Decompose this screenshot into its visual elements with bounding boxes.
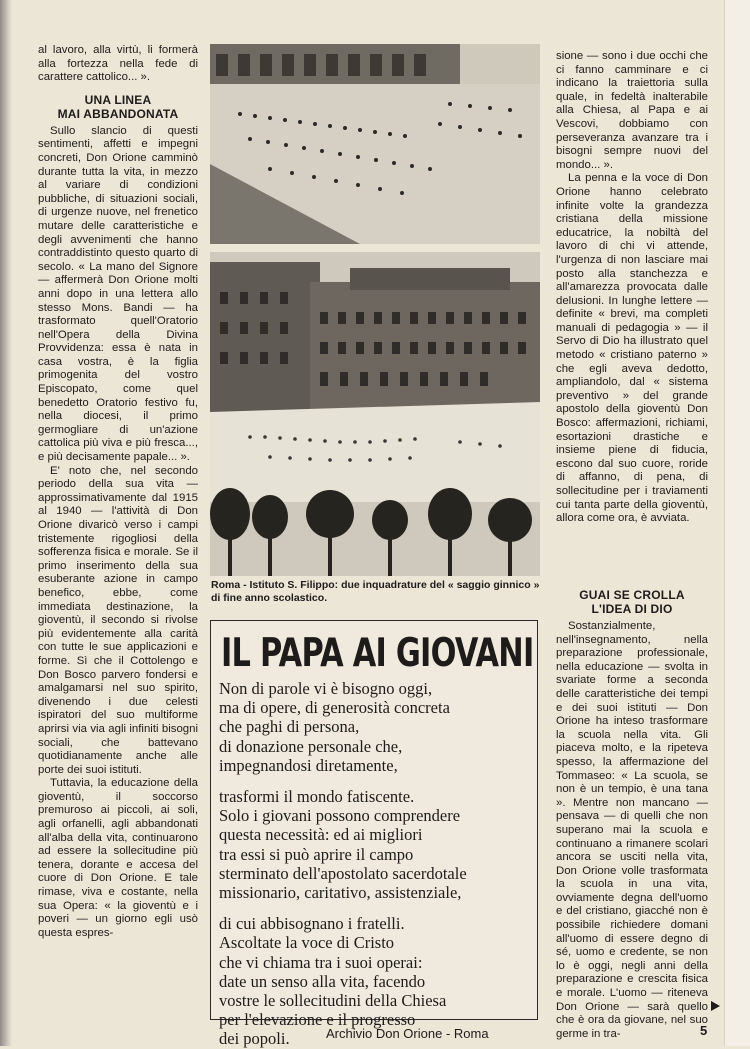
quote-line: missionario, caritativo, assistenziale, — [219, 883, 462, 903]
photo-gymnastic-display-bottom — [210, 252, 540, 576]
archive-stamp: Archivio Don Orione - Roma — [326, 1026, 489, 1041]
quote-line: di donazione personale che, — [219, 736, 403, 756]
quote-line: date un senso alla vita, facendo — [219, 971, 426, 991]
quote-line: vostre le sollecitudini della Chiesa — [219, 991, 447, 1011]
heading-line: MAI ABBANDONATA — [57, 106, 179, 121]
paragraph: E' noto che, nel secondo periodo della sua vita — approssimativamente dal 1915 al 1940 — l'attività di Don Orione divaricò verso i campi tristemente rigogliosi della sofferenza fisica e morale. Se il primo inserimento della sua esuberante azione in campo benefico, ebbe, come immediata destinazione, la gioventù, il secondo si rivolse più evidentemente alla carità con tutte le sue applicazioni e forme. Sì che il Cottolengo e Don Bosco parvero fondersi e amalgamarsi nel suo spirito, divenendo i due celesti ispiratori del suo multiforme aprirsi via via agli infiniti bisogni sociali, che battevano quotidianamente anche alle porte dei suoi istituti. — [38, 464, 198, 776]
box-title: IL PAPA AI GIOVANI — [221, 631, 534, 676]
paragraph: Sullo slancio di questi sentimenti, affetti e impegni concreti, Don Orione camminò durante tutta la vita, in mezzo al variare di condizioni pubbliche, di situazioni sociali, di urgenze nuove, nel frenetico mutare delle caratteristiche e degli avvenimenti che hanno contraddistinto questo quarto di secolo. « La mano del Signore — affermerà Don Orione molti anni dopo in una lettera allo stesso Mons. Bandi — ha trasformato quell'Oratorio nell'Opera della Divina Provvidenza: essa è nata in casa vostra, è la figlia primogenita del vostro Episcopato, come quel benedetto Oratorio festivo fu, nella diocesi, il primo germogliare di un'azione cattolica più viva e più fresca..., e più decisamente papale... ». — [38, 124, 198, 464]
quote-line: Solo i giovani possono comprendere — [219, 806, 461, 826]
page-number: 5 — [700, 1023, 708, 1038]
continued-paragraph: al lavoro, alla virtù, li formerà alla fortezza nella fede di carattere cattolico... ». — [38, 44, 198, 84]
quote-line: Non di parole vi è bisogno oggi, — [219, 679, 433, 698]
photo-gymnastic-display-top — [210, 44, 540, 244]
quote-line: impegnandosi diretamente, — [219, 755, 398, 775]
left-text-column — [38, 44, 198, 940]
quote-line: sterminato dell'apostolato sacerdotale — [219, 863, 467, 883]
quote-line: per l'elevazione e il progresso — [219, 1010, 416, 1030]
heading-line: UNA LINEA — [84, 92, 152, 107]
section-heading-linea — [38, 93, 198, 121]
quote-line: che paghi di persona, — [219, 717, 360, 737]
quote-line: che vi chiama tra i suoi operai: — [219, 952, 423, 972]
right-text-column — [556, 50, 708, 526]
paragraph: Tuttavia, la educazione della gioventù, il soccorso premuroso ai piccoli, ai soli, agli orfanelli, agli abbandonati all'alba della vita, continuarono ad essere la sollecitudine più tenera, dorante e accesa del cuore di Don Orione. E tale rimase, viva e costante, nella sua Opera: « la gioventù e i poveri — un giorno egli usò questa espres- — [38, 777, 198, 939]
quote-line: di cui abbisognano i fratelli. — [219, 914, 405, 934]
quote-line: dei popoli. — [219, 1029, 290, 1049]
photo-caption: Roma - Istituto S. Filippo: due inquadrature del « saggio ginnico » di fine anno scolastico. — [211, 579, 540, 604]
paragraph: La penna e la voce di Don Orione hanno celebrato infinite volte la grandezza cristiana della missione educatrice, la nobiltà del lavoro di chi vi attende, l'urgenza di non lasciare mai posto alla stanchezza e all'amarezza provocata dalle delusioni. In lunghe lettere — definite « brevi, ma completi manuali di pedagogia » — il Servo di Dio ha illustrato quel metodo « cristiano paterno » che egli aveva dedotto, ampliandolo, dal « sistema preventivo » del grande apostolo della gioventù Don Bosco: affermazioni, richiami, esortazioni drastiche e insieme piene di fiducia, escono dal suo cuore, roride di affanno, di pena, di sollecitudine per i traviamenti cui tanta parte della gioventù, allora come ora, è avviata. — [556, 172, 708, 525]
quote-line: questa necessità: ed ai migliori — [219, 825, 423, 845]
page-edge — [724, 0, 750, 1046]
binding-edge — [0, 0, 12, 1046]
paragraph: Sostanzialmente, nell'insegnamento, nella preparazione professionale, nella educazione — svolta in svariate forme a seconda delle caratteristiche dei tempi e dei suoi istituti — Don Orione ha inteso trasformare la scuola nella vita. Gli piaceva molto, e la ripeteva spesso, la affermazione del Tommaseo: « La scuola, se non è un tempio, è una tana ». Mentre non mancano — pensava — di quelli che non superano mai la scuola e continuano a rimanere scolari ancora se usciti nella vita, Don Orione volle trasformata la scuola in una vita, ovviamente degna dell'uomo e del cristiano, giacché non è possibile richiedere domani all'uomo di essere degno di sé, uomo e credente, se non lo è oggi, negli anni della preparazione e crescita fisica e morale. L'uomo — riteneva Don Orione — sarà quello che è ora da giovane, nel suo germe in tra- — [556, 620, 708, 1040]
quote-line: ma di opere, di generosità concreta — [219, 698, 450, 718]
heading-line: L'IDEA DI DIO — [591, 602, 673, 616]
continued-paragraph: sione — sono i due occhi che ci fanno camminare e ci indicano la traiettoria sulla quale, in fedeltà inalterabile alla Chiesa, al Papa e ai Vescovi, dobbiamo con perseveranza avanzare tra i bisogni sempre nuovi del mondo... ». — [556, 50, 708, 171]
box-quote-text — [219, 679, 535, 1049]
section-heading-guai — [556, 588, 708, 616]
right-text-column-lower — [556, 588, 708, 1041]
quote-line: Ascoltate la voce di Cristo — [219, 933, 395, 953]
continue-arrow-icon — [711, 1001, 720, 1011]
quote-line: trasformi il mondo fatiscente. — [219, 787, 415, 807]
quote-line: tra essi si può aprire il campo — [219, 844, 414, 864]
heading-line: GUAI SE CROLLA — [579, 588, 685, 602]
